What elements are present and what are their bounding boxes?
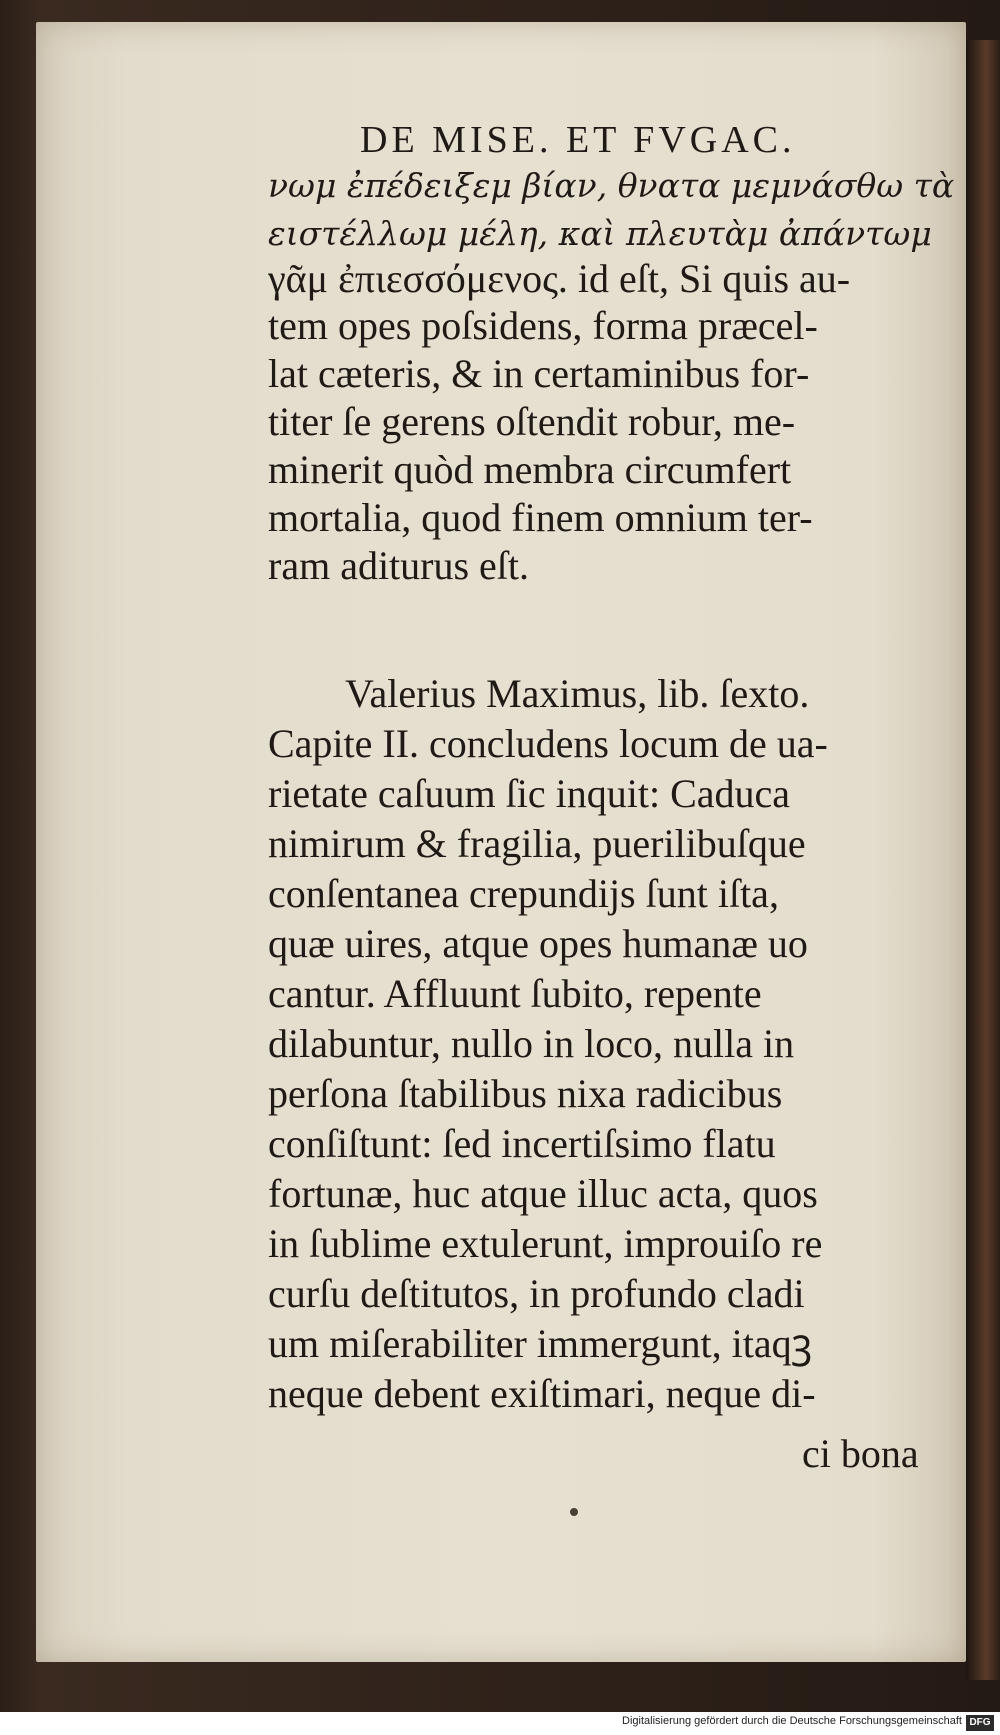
text-line: nimirum & fragilia, puerilibuſque: [268, 821, 806, 866]
footer-credit: Digitalisierung gefördert durch die Deutsche Forschungsgemeinschaft: [622, 1715, 962, 1727]
text-line: conſentanea crepundijs ſunt iſta,: [268, 871, 779, 916]
text-line: titer ſe gerens oſtendit robur, me-: [268, 399, 796, 444]
text-line: lat cæteris, & in certaminibus for-: [268, 351, 810, 396]
text-line: rietate caſuum ſic inquit: Caduca: [268, 771, 791, 816]
ink-speck: [570, 1508, 578, 1516]
text-line: in ſublime extulerunt, improuiſo re: [268, 1221, 823, 1266]
text-line: Capite II. concludens locum de ua-: [268, 721, 828, 766]
text-line: Valerius Maximus, lib. ſexto.: [345, 671, 810, 716]
text-line: mortalia, quod finem omnium ter-: [268, 495, 813, 540]
text-line: minerit quòd membra circumfert: [268, 447, 792, 492]
catchword: ci bona: [802, 1431, 919, 1476]
dfg-logo-icon: DFG: [966, 1715, 994, 1731]
text-line: cantur. Affluunt ſubito, repente: [268, 971, 762, 1016]
text-line: ram aditurus eſt.: [268, 543, 530, 588]
text-line: tem opes poſsidens, forma præcel-: [268, 303, 818, 348]
running-head: DE MISE. ET FVGAC.: [360, 119, 796, 161]
text-line: conſiſtunt: ſed incertiſsimo flatu: [268, 1121, 776, 1166]
book-edge: [966, 40, 1000, 1680]
text-line: um miſerabiliter immergunt, itaqꝫ: [268, 1321, 813, 1366]
text-line: dilabuntur, nullo in loco, nulla in: [268, 1021, 795, 1066]
text-line-greek: νωμ ἐπέδειξεμ βίαν, θνατα μεμνάσθω τὰ: [268, 166, 955, 205]
text-line: quæ uires, atque opes humanæ uo: [268, 921, 808, 966]
text-line: fortunæ, huc atque illuc acta, quos: [268, 1171, 818, 1216]
text-line: γᾶμ ἐπιεσσόμενος. id eſt, Si quis au-: [268, 256, 851, 301]
text-line: curſu deſtitutos, in profundo cladi: [268, 1271, 805, 1316]
text-line: neque debent exiſtimari, neque di-: [268, 1371, 816, 1416]
text-line: perſona ſtabilibus nixa radicibus: [268, 1071, 783, 1116]
footer-bar: [0, 1712, 1000, 1735]
text-line-greek: ειστέλλωμ μέλη, καὶ πλευτὰμ ἀπάντωμ: [268, 214, 932, 253]
